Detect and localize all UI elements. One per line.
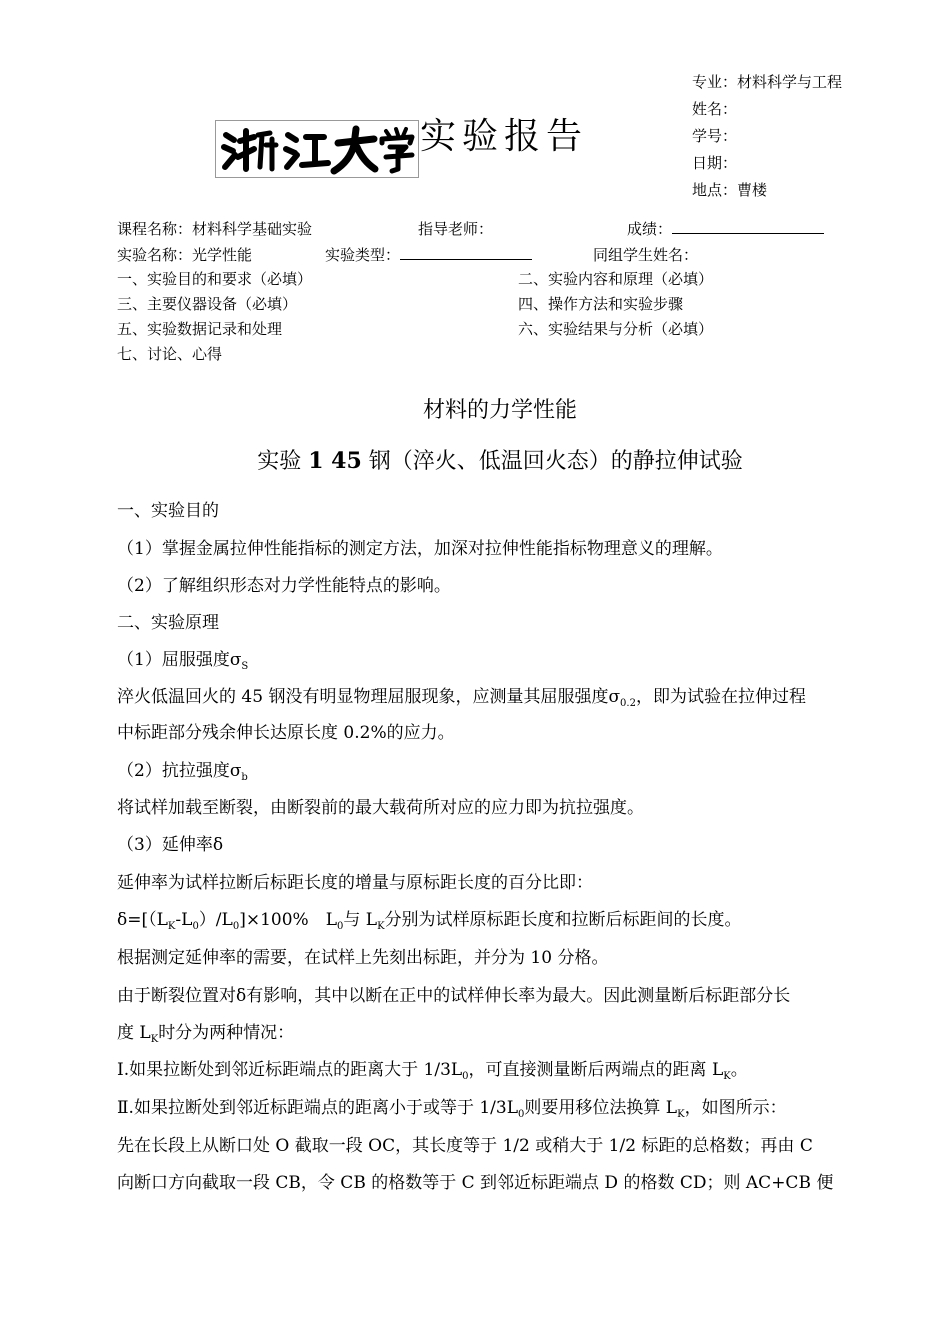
grade-label: 成绩： [627,220,673,238]
section-item-5: 五、实验数据记录和处理 [117,320,283,338]
case-two-subscript-2: K [677,1109,685,1120]
fracture-text-subscript: K [150,1034,159,1045]
formula-part-e: 与 L [343,910,378,930]
formula-sub-03: 0 [337,921,344,932]
major-field: 专业：材料科学与工程 [692,73,843,91]
elongation-formula [117,905,742,932]
yield-text-subscript: 0.2 [620,698,636,709]
course-name: 课程名称：材料科学基础实验 [117,220,313,238]
formula-part-f: 分别为试样原标距长度和拉断后标距间的长度。 [384,910,742,930]
tensile-strength-label: （2）抗拉强度σ [117,761,242,781]
experiment-type-label: 实验类型： [325,246,401,264]
case-one-subscript-2: K [723,1071,731,1082]
content-title: 材料的力学性能 [422,398,577,423]
formula-sub-k1: K [167,921,176,932]
yield-text-a: 淬火低温回火的 45 钢没有明显物理屈服现象，应测量其屈服强度σ [117,687,621,707]
case-one-paragraph [117,1055,748,1082]
report-title: 实验报告 [420,116,589,157]
yield-paragraph-line2: 中标距部分残余伸长达原长度 0.2%的应力。 [117,723,455,743]
case-two-paragraph [117,1093,787,1120]
yield-text-b: ，即为试验在拉伸过程 [635,687,806,707]
elongation-heading: （3）延伸率δ [117,835,224,855]
case-two-text-a: Ⅱ.如果拉断处到邻近标距端点的距离小于或等于 1/3L [117,1098,519,1118]
formula-part-b: -L [175,910,193,930]
university-logo [215,120,419,178]
purpose-item-1: （1）掌握金属拉伸性能指标的测定方法，加深对拉伸性能指标物理意义的理解。 [117,539,723,559]
formula-part-a: δ=[（L [117,910,168,930]
section-item-7: 七、讨论、心得 [117,345,223,363]
case-one-text-c: 。 [730,1060,748,1080]
case-one-text-a: Ⅰ.如果拉断处到邻近标距端点的距离大于 1/3L [117,1060,463,1080]
subtitle-text: 钢（淬火、低温回火态）的静拉伸试验 [368,449,743,474]
formula-part-d: ]×100% L [239,910,337,930]
case-one-subscript-1: 0 [462,1071,469,1082]
yield-strength-label: （1）屈服强度σ [117,650,242,670]
meta-block [692,69,842,204]
formula-sub-01: 0 [192,921,199,932]
grade-underline [672,233,824,234]
displacement-paragraph-line1: 先在长段上从断口处 O 截取一段 OC，其长度等于 1/2 或稍大于 1/2 标距的总格数；再由 C [117,1136,813,1156]
fracture-text-a: 度 L [117,1023,151,1043]
experiment-name: 实验名称：光学性能 [117,246,253,264]
tensile-paragraph: 将试样加载至断裂，由断裂前的最大载荷所对应的应力即为抗拉强度。 [117,798,644,818]
formula-part-c: ）/L [198,910,233,930]
case-two-subscript-1: 0 [518,1109,525,1120]
subtitle-number: 1 45 [308,448,362,474]
group-members: 同组学生姓名： [593,246,699,264]
fracture-paragraph-line1: 由于断裂位置对δ有影响，其中以断在正中的试样伸长率为最大。因此测量断后标距部分长 [117,986,791,1006]
fracture-paragraph-line2 [117,1018,294,1045]
case-two-text-c: ，如图所示： [684,1098,787,1118]
grade-field [627,218,824,239]
elongation-paragraph: 延伸率为试样拉断后标距长度的增量与原标距长度的百分比即： [117,873,593,893]
experiment-type [325,244,532,265]
case-two-text-b: 则要用移位法换算 L [524,1098,678,1118]
formula-sub-02: 0 [232,921,240,932]
section-principle-heading: 二、实验原理 [117,613,219,633]
student-id-field: 学号： [692,127,738,145]
section-purpose-heading: 一、实验目的 [117,501,219,521]
yield-paragraph-line1 [117,682,806,709]
case-one-text-b: ，可直接测量断后两端点的距离 L [468,1060,724,1080]
section-item-4: 四、操作方法和实验步骤 [518,295,684,313]
subtitle-prefix: 实验 [257,449,302,474]
section-item-6: 六、实验结果与分析（必填） [518,320,714,338]
section-item-2: 二、实验内容和原理（必填） [518,270,714,288]
gauge-mark-paragraph: 根据测定延伸率的需要，在试样上先刻出标距，并分为 10 分格。 [117,948,609,968]
date-field: 日期： [692,154,738,172]
formula-sub-k2: K [377,921,385,932]
tensile-strength-heading [117,756,248,783]
displacement-paragraph-line2: 向断口方向截取一段 CB，令 CB 的格数等于 C 到邻近标距端点 D 的格数 CD；则 AC+CB 便 [117,1173,834,1193]
content-subtitle [0,444,950,475]
yield-strength-heading [117,645,248,672]
calligraphy-logo-icon [216,121,418,177]
experiment-type-underline [400,259,532,260]
teacher-field: 指导老师： [418,220,494,238]
yield-strength-subscript: S [241,661,249,672]
purpose-item-2: （2）了解组织形态对力学性能特点的影响。 [117,576,451,596]
tensile-strength-subscript: b [241,772,248,783]
name-field: 姓名： [692,100,738,118]
fracture-text-b: 时分为两种情况： [158,1023,295,1043]
section-item-1: 一、实验目的和要求（必填） [117,270,313,288]
location-field: 地点：曹楼 [692,181,768,199]
section-item-3: 三、主要仪器设备（必填） [117,295,298,313]
